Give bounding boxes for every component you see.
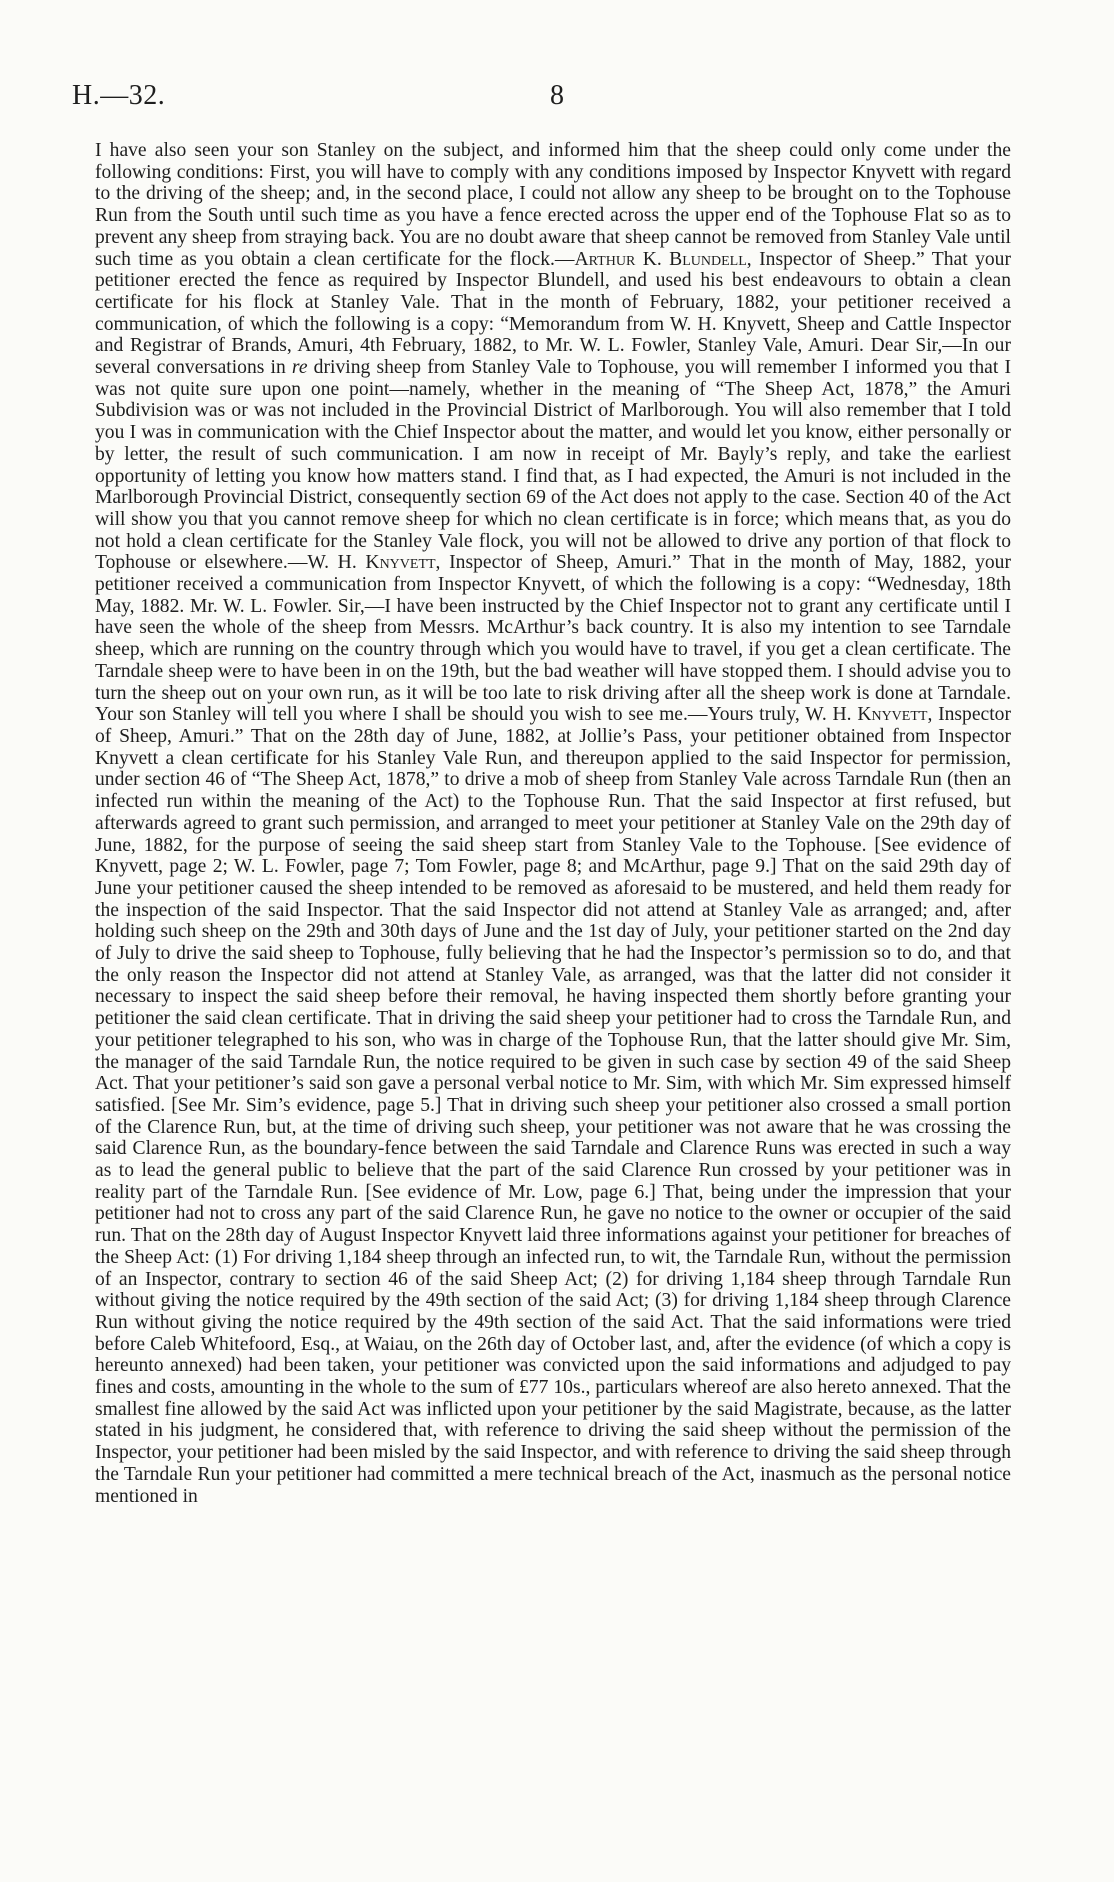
page-number: 8 bbox=[550, 80, 564, 111]
text-run: driving sheep from Stanley Vale to Tophouse, you will remember I informed you that I was not quite sure upon one point—namely, whether in the meaning of “The Sheep Act, 1878,” the Amuri Subdivision was or was not included in the Provincial District of Marlborough. You will also remember that I told you I was in communication with the Chief Inspector about the matter, and would let you know, either personally or by letter, the result of such communication. I am now in receipt of Mr. Bayly’s reply, and take the earliest opportunity of letting you know how matters stand. I find that, as I had expected, the Amuri is not included in the Marlborough Provincial District, consequently section 69 of the Act does not apply to the case. Section 40 of the Act will show you that you cannot remove sheep for which no clean certificate is in force; which means that, as you do not hold a clean certificate for the Stanley Vale flock, you will not be allowed to drive any portion of that flock to Tophouse or elsewhere.—W. H. bbox=[95, 357, 1011, 574]
body-text bbox=[95, 140, 1011, 1507]
page-header bbox=[72, 80, 1042, 120]
text-run: Inspector of Sheep, Amuri.” That on the 28th day of June, 1882, at Jollie’s Pass, your petitioner obtained from Inspector Knyvett a clean certificate for his Stanley Vale Run, and thereupon applied to the said Inspector for permission, under section 46 of “The Sheep Act, 1878,” to drive a mob of sheep from Stanley Vale across Tarndale Run (then an infected run within the meaning of the Act) to the Tophouse Run. That the said Inspector at first refused, but afterwards agreed to grant such permission, and arranged to meet your petitioner at Stanley Vale on the 29th day of June, 1882, for the purpose of seeing the said sheep start from Stanley Vale to the Tophouse. [See evidence of Knyvett, page 2; W. L. Fowler, page 7; Tom Fowler, page 8; and McArthur, page 9.] That on the said 29th day of June your petitioner caused the sheep intended to be removed as aforesaid to be mustered, and held them ready for the inspection of the said Inspector. That the said Inspector did not attend at Stanley Vale as arranged; and, after holding such sheep on the 29th and 30th days of June and the 1st day of July, your petitioner started on the 2nd day of July to drive the said sheep to Tophouse, fully believing that he had the Inspector’s permission so to do, and that the only reason the Inspector did not attend at Stanley Vale, as arranged, was that the latter did not consider it necessary to inspect the said sheep before their removal, he having inspected them shortly before granting your petitioner the said clean certificate. That in driving the said sheep your petitioner had to cross the Tarndale Run, and your petitioner telegraphed to his son, who was in charge of the Tophouse Run, that the latter should give Mr. Sim, the manager of the said Tarndale Run, the notice required to be given in such case by section 49 of the said Sheep Act. That your petitioner’s said son gave a personal verbal notice to Mr. Sim, with which Mr. Sim expressed himself satisfied. [See Mr. Sim’s evidence, page 5.] That in driving such sheep your petitioner also crossed a small portion of the Clarence Run, but, at the time of driving such sheep, your petitioner was not aware that he was crossing the said Clarence Run, as the boundary-fence between the said Tarndale and Clarence Runs was erected in such a way as to lead the general public to believe that the part of the said Clarence Run crossed by your petitioner was in reality part of the Tarndale Run. [See evidence of Mr. Low, page 6.] That, being under the impression that your petitioner had not to cross any part of the said Clarence Run, he gave no notice to the owner or occupier of the said run. That on the 28th day of August Inspector Knyvett laid three informations against your petitioner for breaches of the Sheep Act: (1) For driving 1,184 sheep through an infected run, to wit, the Tarndale Run, without the permission of an Inspector, contrary to section 46 of the said Sheep Act; (2) for driving 1,184 sheep through Tarndale Run without giving the notice required by the 49th section of the said Act; (3) for driving 1,184 sheep through Clarence Run without giving the notice required by the 49th section of the said Act. That the said informations were tried before Caleb Whitefoord, Esq., at Waiau, on the 26th day of October last, and, after the evidence (of which a copy is hereunto annexed) had been taken, your petitioner was convicted upon the said informations and adjudged to pay fines and costs, amounting in the whole to the sum of £77 10s., particulars whereof are also hereto annexed. That the smallest fine allowed by the said Act was inflicted upon your petitioner by the said Magistrate, because, as the latter stated in his judgment, he considered that, with reference to driving the said sheep without the permission of the Inspector, your petitioner had been misled by the said Inspector, and with reference to driving the said sheep through the Tarndale Run your petitioner had committed a mere technical breach of the Act, inasmuch as the personal notice mentioned in bbox=[95, 704, 1011, 1507]
text-run: I have also seen your son Stanley on the subject, and informed him that the sheep could only come under the following conditions: First, you will have to comply with any conditions imposed by Inspector Knyvett with regard to the driving of the sheep; and, in the second place, I could not allow any sheep to be brought on to the Tophouse Run from the South until such time as you have a fence erected across the upper end of the Tophouse Flat so as to prevent any sheep from straying back. You are no doubt aware that sheep cannot be removed from Stanley Vale until such time as you obtain a clean certificate for the flock.— bbox=[95, 140, 1011, 270]
paragraph bbox=[95, 140, 1011, 1507]
signature-name: Knyvett, bbox=[365, 552, 441, 574]
italic-term: re bbox=[291, 357, 308, 379]
text-run: Inspector of Sheep.” That your petitioner erected the fence as required by Inspector Blundell, and used his best endeavours to obtain a clean certificate for his flock at Stanley Vale. That in the month of February, 1882, your petitioner received a communication, of which the following is a copy: “Memorandum from W. H. Knyvett, Sheep and Cattle Inspector and Registrar of Brands, Amuri, 4th February, 1882, to Mr. W. L. Fowler, Stanley Vale, Amuri. Dear Sir,—In our several conversations in bbox=[95, 248, 1011, 379]
signature-name: Knyvett, bbox=[857, 704, 933, 726]
text-run: Inspector of Sheep, Amuri.” That in the month of May, 1882, your petitioner received a communication from Inspector Knyvett, of which the following is a copy: “Wednesday, 18th May, 1882. Mr. W. L. Fowler. Sir,—I have been instructed by the Chief Inspector not to grant any certificate until I have seen the whole of the sheep from Messrs. McArthur’s back country. It is also my intention to see Tarndale sheep, which are running on the country through which you would have to travel, if you get a clean certificate. The Tarndale sheep were to have been in on the 19th, but the bad weather will have stopped them. I should advise you to turn the sheep out on your own run, as it will be too late to risk driving after all the sheep work is done at Tarndale. Your son Stanley will tell you where I shall be should you wish to see me.—Yours truly, W. H. bbox=[95, 552, 1011, 726]
document-reference: H.—32. bbox=[72, 80, 166, 111]
signature-name: Arthur K. Blundell, bbox=[574, 248, 752, 270]
